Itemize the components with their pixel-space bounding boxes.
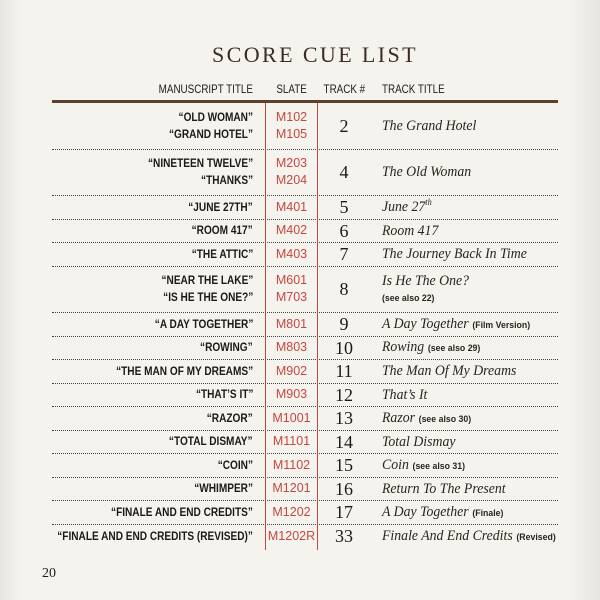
track-title-cell (370, 337, 558, 360)
manuscript-title-cell (52, 407, 265, 430)
slate-codes (272, 480, 310, 497)
track-title-note: (Film Version) (472, 319, 531, 331)
track-number-cell (318, 501, 370, 524)
score-cue-table (52, 78, 558, 548)
track-title: The Old Woman (382, 164, 472, 181)
track-title-note: (Finale) (472, 507, 504, 519)
track-title-cell (370, 454, 558, 477)
track-title-group (382, 386, 427, 404)
slate-cell (265, 150, 318, 196)
track-title: Razor (382, 409, 415, 426)
manuscript-title-line: “JUNE 27TH” (188, 199, 253, 214)
header-track-number (318, 78, 370, 100)
track-number-cell (318, 103, 370, 149)
header-track-title-label: TRACK TITLE (382, 82, 445, 96)
manuscript-title-line: “THE MAN OF MY DREAMS” (115, 363, 253, 378)
track-title-cell (370, 384, 558, 407)
track-number: 33 (335, 526, 353, 547)
track-number-cell (318, 525, 370, 549)
track-title-group (382, 362, 516, 380)
track-title-group (382, 315, 530, 334)
track-number: 15 (335, 455, 353, 476)
cue-row (52, 243, 558, 267)
slate-cell (265, 220, 318, 243)
manuscript-title-cell (52, 337, 265, 360)
track-number-cell (318, 243, 370, 266)
track-number: 13 (335, 408, 353, 429)
slate-cell (265, 313, 318, 336)
track-title-note: (Revised) (516, 531, 556, 543)
manuscript-title-line: “THANKS” (200, 173, 253, 188)
manuscript-title-line: “NINETEEN TWELVE” (147, 156, 253, 171)
manuscript-title (218, 457, 253, 474)
slate-codes (276, 109, 307, 143)
manuscript-title-cell (52, 384, 265, 407)
slate-code: M902 (275, 363, 308, 378)
track-number: 10 (335, 337, 353, 358)
manuscript-title-line: “NEAR THE LAKE” (161, 273, 253, 288)
track-number: 2 (339, 115, 349, 136)
track-title-group (382, 433, 455, 451)
cue-row (52, 150, 558, 197)
slate-codes (272, 504, 310, 521)
cue-row (52, 454, 558, 478)
slate-code: M1102 (272, 457, 311, 472)
manuscript-title-line: “THE ATTIC” (191, 246, 253, 261)
manuscript-title (148, 155, 253, 189)
header-slate (265, 78, 318, 100)
track-title: Return To The Present (382, 480, 506, 497)
manuscript-title (161, 272, 253, 306)
track-title: The Journey Back In Time (382, 246, 527, 263)
track-number: 7 (339, 244, 349, 265)
cue-row (52, 384, 558, 408)
manuscript-title-cell (52, 454, 265, 477)
slate-codes (268, 528, 315, 545)
manuscript-title-line: “RAZOR” (207, 410, 253, 425)
header-manuscript-title (52, 78, 265, 100)
slate-codes (276, 246, 307, 263)
track-number: 14 (335, 431, 353, 452)
slate-codes (276, 386, 307, 403)
track-title: Room 417 (382, 222, 439, 239)
track-title-note: (see also 29) (427, 343, 481, 355)
manuscript-title-cell (52, 501, 265, 524)
track-number-cell (318, 313, 370, 336)
manuscript-title (57, 528, 253, 545)
track-number: 17 (335, 502, 353, 523)
track-number-cell (318, 478, 370, 501)
track-title-cell (370, 243, 558, 266)
cue-row (52, 313, 558, 337)
manuscript-title-line: “ROWING” (200, 340, 253, 355)
track-title-cell (370, 431, 558, 454)
slate-codes (273, 457, 310, 474)
manuscript-title-line: “A DAY TOGETHER” (154, 316, 253, 331)
header-track-title (370, 78, 558, 100)
track-title: June 27 (382, 199, 426, 216)
manuscript-title-cell (52, 267, 265, 313)
slate-code: M1001 (272, 410, 311, 425)
slate-codes (276, 339, 307, 356)
slate-codes (272, 410, 310, 427)
track-number-cell (318, 407, 370, 430)
manuscript-title-line: “COIN” (217, 457, 253, 472)
track-number-cell (318, 384, 370, 407)
cue-row (52, 431, 558, 455)
track-number-cell (318, 267, 370, 313)
manuscript-title (169, 109, 253, 143)
header-track-number-label: TRACK # (323, 82, 365, 96)
track-number: 8 (339, 279, 349, 300)
slate-code: M1202R (267, 528, 316, 543)
manuscript-title-line: “ROOM 417” (191, 223, 253, 238)
slate-code: M402 (275, 223, 308, 238)
track-title-group (382, 163, 471, 181)
track-title-group (382, 480, 506, 498)
cue-row (52, 407, 558, 431)
manuscript-title (191, 246, 253, 263)
track-title-cell (370, 525, 558, 549)
track-number-cell (318, 150, 370, 196)
slate-code: M903 (275, 387, 308, 402)
manuscript-title-line: “IS HE THE ONE?” (162, 290, 253, 305)
track-title-superscript: th (425, 197, 432, 208)
slate-codes (276, 222, 307, 239)
track-title-cell (370, 501, 558, 524)
slate-cell (265, 407, 318, 430)
slate-cell (265, 431, 318, 454)
slate-code: M1202 (272, 504, 311, 519)
manuscript-title-line: “TOTAL DISMAY” (169, 434, 253, 449)
manuscript-title (169, 433, 253, 450)
track-title: That’s It (382, 386, 428, 403)
cue-row (52, 220, 558, 244)
manuscript-title (200, 339, 253, 356)
track-title-note: (see also 31) (412, 460, 466, 472)
track-title: Coin (382, 456, 409, 473)
slate-code: M204 (275, 173, 308, 188)
slate-code: M403 (275, 246, 308, 261)
manuscript-title-line: “WHIMPER” (194, 481, 253, 496)
page-number: 20 (42, 566, 56, 581)
manuscript-title-cell (52, 313, 265, 336)
slate-cell (265, 478, 318, 501)
track-title-group (382, 272, 469, 307)
slate-code: M601 (275, 273, 308, 288)
manuscript-title-line: “FINALE AND END CREDITS” (111, 504, 253, 519)
cue-row (52, 103, 558, 150)
track-title-group (382, 503, 503, 522)
slate-cell (265, 196, 318, 219)
track-number-cell (318, 196, 370, 219)
manuscript-title-cell (52, 525, 265, 549)
track-number-cell (318, 220, 370, 243)
slate-codes (276, 199, 307, 216)
manuscript-title (154, 316, 253, 333)
slate-cell (265, 360, 318, 383)
track-title: Rowing (382, 339, 425, 356)
slate-cell (265, 501, 318, 524)
track-title: A Day Together (382, 315, 469, 332)
track-title-group (382, 117, 476, 135)
track-number: 12 (335, 384, 353, 405)
manuscript-title (116, 363, 253, 380)
cue-row (52, 478, 558, 502)
manuscript-title (196, 386, 253, 403)
slate-code: M102 (275, 109, 308, 124)
track-title-group (382, 338, 480, 357)
slate-code: M203 (275, 156, 308, 171)
track-title-group (382, 198, 432, 216)
track-title-group (382, 409, 471, 428)
manuscript-title-cell (52, 150, 265, 196)
manuscript-title-cell (52, 360, 265, 383)
page-title: SCORE CUE LIST (212, 42, 418, 67)
slate-codes (276, 316, 307, 333)
slate-codes (276, 363, 307, 380)
slate-codes (276, 272, 307, 306)
track-title-cell (370, 407, 558, 430)
cue-row (52, 337, 558, 361)
slate-code: M803 (275, 340, 308, 355)
track-title: The Grand Hotel (382, 117, 477, 134)
track-title-cell (370, 313, 558, 336)
cue-row (52, 360, 558, 384)
track-number-cell (318, 360, 370, 383)
manuscript-title-cell (52, 431, 265, 454)
slate-column-right-rule (317, 103, 318, 550)
track-title-note: (see also 30) (418, 413, 472, 425)
track-title-group (382, 527, 556, 546)
manuscript-title-line: “FINALE AND END CREDITS (REVISED)” (57, 528, 253, 543)
manuscript-title (192, 222, 253, 239)
manuscript-title-cell (52, 103, 265, 149)
track-title-cell (370, 220, 558, 243)
track-number: 11 (335, 361, 353, 382)
track-number: 16 (335, 478, 353, 499)
slate-cell (265, 525, 318, 549)
cue-row (52, 196, 558, 220)
slate-cell (265, 384, 318, 407)
slate-cell (265, 243, 318, 266)
manuscript-title-line: “GRAND HOTEL” (169, 126, 253, 141)
track-title: A Day Together (382, 503, 469, 520)
slate-code: M105 (275, 126, 308, 141)
table-body (52, 103, 558, 548)
track-title-cell (370, 150, 558, 196)
manuscript-title (189, 199, 253, 216)
track-title-group (382, 456, 465, 475)
track-number-cell (318, 454, 370, 477)
track-number-cell (318, 337, 370, 360)
track-title-cell (370, 267, 558, 313)
track-number: 5 (339, 197, 349, 218)
track-title-note: (see also 22) (382, 292, 435, 304)
manuscript-title (207, 410, 253, 427)
slate-codes (273, 433, 310, 450)
track-title: The Man Of My Dreams (382, 363, 517, 380)
manuscript-title-line: “OLD WOMAN” (178, 109, 253, 124)
track-title-group (382, 245, 527, 263)
manuscript-title-line: “THAT’S IT” (195, 387, 253, 402)
slate-code: M801 (275, 316, 308, 331)
track-number-cell (318, 431, 370, 454)
track-title: Is He The One? (382, 272, 470, 289)
track-title-cell (370, 360, 558, 383)
slate-cell (265, 337, 318, 360)
slate-cell (265, 103, 318, 149)
track-title: Finale And End Credits (382, 527, 513, 544)
slate-code: M1101 (272, 434, 311, 449)
track-title-cell (370, 196, 558, 219)
track-title: Total Dismay (382, 433, 456, 450)
manuscript-title-cell (52, 478, 265, 501)
slate-code: M1201 (272, 481, 311, 496)
track-number: 9 (339, 314, 349, 335)
slate-cell (265, 454, 318, 477)
track-title-cell (370, 103, 558, 149)
manuscript-title-cell (52, 220, 265, 243)
slate-cell (265, 267, 318, 313)
cue-row (52, 525, 558, 549)
cue-row (52, 501, 558, 525)
header-slate-label: SLATE (276, 82, 307, 96)
slate-codes (276, 155, 307, 189)
manuscript-title (111, 504, 253, 521)
track-title-cell (370, 478, 558, 501)
track-title-group (382, 222, 438, 240)
cue-row (52, 267, 558, 314)
header-manuscript-title-label: MANUSCRIPT TITLE (158, 82, 253, 96)
track-number: 6 (339, 220, 349, 241)
slate-column-left-rule (265, 103, 266, 550)
manuscript-title-cell (52, 196, 265, 219)
manuscript-title (194, 480, 253, 497)
slate-code: M401 (275, 199, 308, 214)
table-header (52, 78, 558, 103)
track-number: 4 (339, 162, 349, 183)
manuscript-title-cell (52, 243, 265, 266)
slate-code: M703 (275, 290, 308, 305)
